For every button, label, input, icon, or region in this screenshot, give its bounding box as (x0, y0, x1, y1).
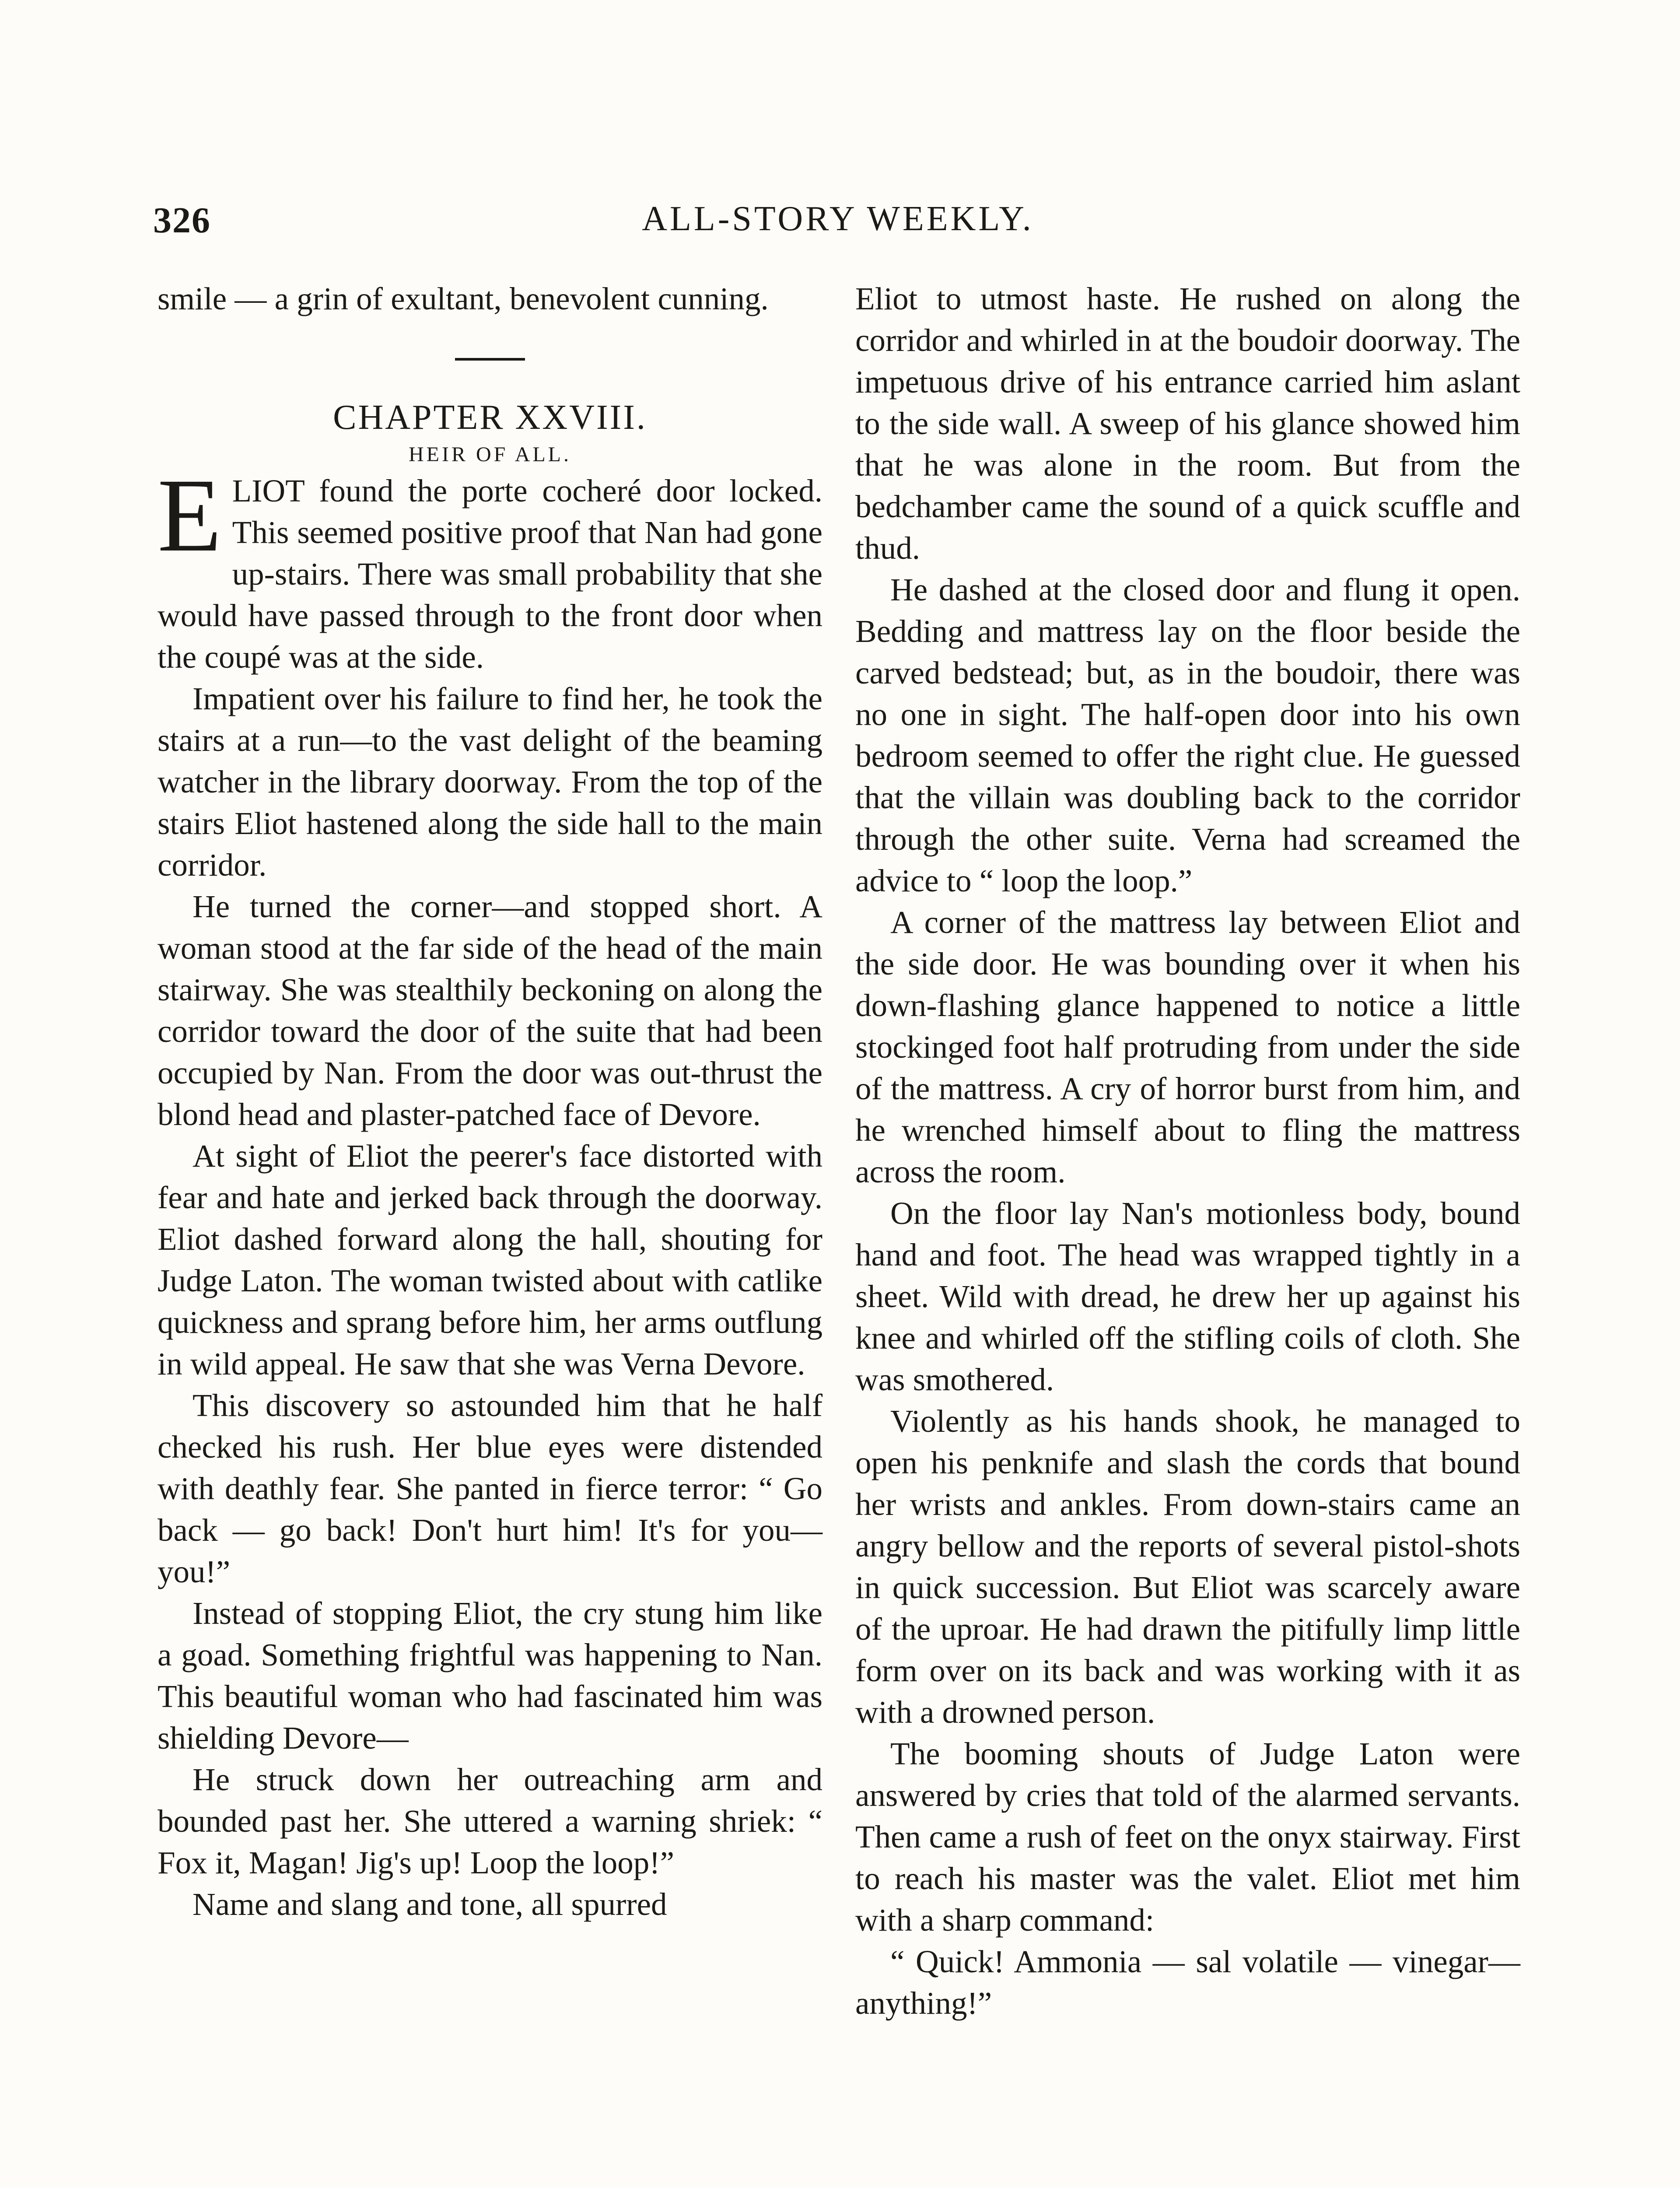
paragraph: “ Quick! Ammonia — sal volatile — vinegar—anything!” (855, 1944, 1520, 2021)
paragraph: smile — a grin of exultant, benevolent cunning. (158, 281, 769, 316)
paragraph: At sight of Eliot the peerer's face distorted with fear and hate and jerked back through the doorway. Eliot dashed forward along the hall, shouting for Judge Laton. The woman twisted about with catlike quickness and sprang before him, her arms outflung in wild appeal. He saw that she was Verna Devore. (158, 1138, 822, 1382)
paragraph: This discovery so astounded him that he half checked his rush. Her blue eyes were distended with deathly fear. She panted in fierce terror: “ Go back — go back! Don't hurt him! It's for you—you!” (158, 1388, 822, 1589)
running-header (153, 199, 1522, 247)
right-column (855, 278, 1520, 2024)
page-number: 326 (153, 200, 211, 241)
opening-text: LIOT found the porte cocheré door locked. This seemed positive proof that Nan had gone up-stairs. There was small probability that she would have passed through to the front door when the coupé was at the side. (158, 473, 822, 675)
paragraph: The booming shouts of Judge Laton were answered by cries that told of the alarmed servants. Then came a rush of feet on the onyx stairway. First to reach his master was the valet. Eliot met him with a sharp command: (855, 1736, 1520, 1938)
paragraph: He struck down her outreaching arm and bounded past her. She uttered a warning shriek: “ Fox it, Magan! Jig's up! Loop the loop!” (158, 1762, 822, 1880)
paragraph: Impatient over his failure to find her, he took the stairs at a run—to the vast delight of the beaming watcher in the library doorway. From the top of the stairs Eliot hastened along the side hall to the main corridor. (158, 681, 822, 883)
magazine-title: ALL-STORY WEEKLY. (642, 200, 1034, 238)
paragraph: He dashed at the closed door and flung it open. Bedding and mattress lay on the floor beside the carved bedstead; but, as in the boudoir, there was no one in sight. The half-open door into his own bedroom seemed to offer the right clue. He guessed that the villain was doubling back to the corridor through the other suite. Verna had screamed the advice to “ loop the loop.” (855, 572, 1520, 898)
opening-paragraph (158, 457, 822, 678)
paragraph: He turned the corner—and stopped short. A woman stood at the far side of the head of the main stairway. She was stealthily beckoning on along the corridor toward the door of the suite that had been occupied by Nan. From the door was out-thrust the blond head and plaster-patched face of Devore. (158, 889, 822, 1132)
chapter-subtitle: HEIR OF ALL. (409, 443, 571, 466)
left-column (158, 278, 822, 1925)
paragraph: Violently as his hands shook, he managed to open his penknife and slash the cords that bound her wrists and ankles. From down-stairs came an angry bellow and the reports of several pistol-shots in quick succession. But Eliot was scarcely aware of the uproar. He had drawn the pitifully limp little form over on its back and was working with it as with a drowned person. (855, 1403, 1520, 1730)
paragraph: Instead of stopping Eliot, the cry stung him like a goad. Something frightful was happening to Nan. This beautiful woman who had fascinated him was shielding Devore— (158, 1595, 822, 1756)
chapter-heading: CHAPTER XXVIII. (333, 398, 647, 437)
section-divider (455, 358, 525, 361)
paragraph: A corner of the mattress lay between Eliot and the side door. He was bounding over it when his down-flashing glance happened to notice a little stockinged foot half protruding from under the side of the mattress. A cry of horror burst from him, and he wrenched himself about to fling the mattress across the room. (855, 905, 1520, 1189)
paragraph: Name and slang and tone, all spurred (192, 1886, 667, 1922)
drop-cap: E (158, 457, 222, 573)
paragraph: Eliot to utmost haste. He rushed on along the corridor and whirled in at the boudoir doorway. The impetuous drive of his entrance carried him aslant to the side wall. A sweep of his glance showed him that he was alone in the room. But from the bedchamber came the sound of a quick scuffle and thud. (855, 281, 1520, 566)
paragraph: On the floor lay Nan's motionless body, bound hand and foot. The head was wrapped tightly in a sheet. Wild with dread, he drew her up against his knee and whirled off the stifling coils of cloth. She was smothered. (855, 1196, 1520, 1397)
